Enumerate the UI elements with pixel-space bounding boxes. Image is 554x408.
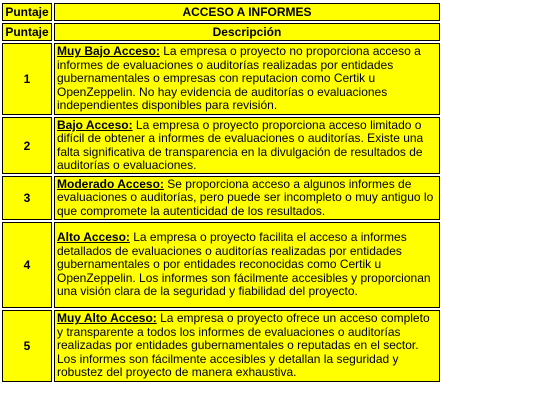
score-column-header: Puntaje (2, 3, 52, 21)
score-value: 2 (2, 117, 52, 174)
level-description (54, 117, 440, 174)
score-subheader: Puntaje (2, 23, 52, 41)
level-description (54, 176, 440, 220)
score-value: 3 (2, 176, 52, 220)
level-description (54, 222, 440, 308)
score-value: 1 (2, 43, 52, 115)
level-text: La empresa o proyecto facilita el acceso a informes detallados de evaluaciones o auditorías realizadas por entidades gubernamentales o por entidades reconocidas como Certik u OpenZeppelin. Los informes son fácilmente accesibles y proporcionan una visión clara de la seguridad y fiabilidad del proyecto. (57, 230, 431, 299)
level-name: Muy Alto Acceso: (57, 311, 157, 326)
score-value: 4 (2, 222, 52, 308)
scoring-table (0, 1, 442, 384)
level-text: La empresa o proyecto ofrece un acceso completo y transparente a todos los informes de evaluaciones o auditorías realizadas por entidades gubernamentales o reputadas en el sector. Los informes son fácilmente accesibles y detallan la seguridad y robustez del proyecto de manera exhaustiva. (57, 311, 430, 380)
table-subheader-row (2, 23, 440, 41)
level-name: Muy Bajo Acceso: (57, 44, 160, 59)
level-description (54, 310, 440, 382)
level-description (54, 43, 440, 115)
level-name: Bajo Acceso: (57, 117, 133, 132)
score-value: 5 (2, 310, 52, 382)
table-row (2, 222, 440, 308)
level-name: Moderado Acceso: (57, 176, 164, 191)
level-text: La empresa o proyecto proporciona acceso limitado o difícil de obtener a informes de evaluaciones o auditorías. Existe una falta significativa de transparencia en la divulgación de resultados de auditorías o evaluaciones. (57, 117, 424, 172)
level-text: Se proporciona acceso a algunos informes de evaluaciones o auditorías, pero puede ser incompleto o muy antiguo lo que compromete la autenticidad de los resultados. (57, 176, 434, 218)
table-row (2, 117, 440, 174)
level-name: Alto Acceso: (57, 230, 130, 245)
table-row (2, 176, 440, 220)
table-title-row (2, 3, 440, 21)
table-row (2, 43, 440, 115)
description-subheader: Descripción (54, 23, 440, 41)
level-text: La empresa o proyecto no proporciona acceso a informes de evaluaciones o auditorías realizadas por entidades gubernamentales o empresas con reputacion como Certik u OpenZeppelin. No hay evidencia de auditorías o evaluaciones independientes disponibles para revisión. (57, 44, 421, 113)
table-title: ACCESO A INFORMES (54, 3, 440, 21)
table-row (2, 310, 440, 382)
